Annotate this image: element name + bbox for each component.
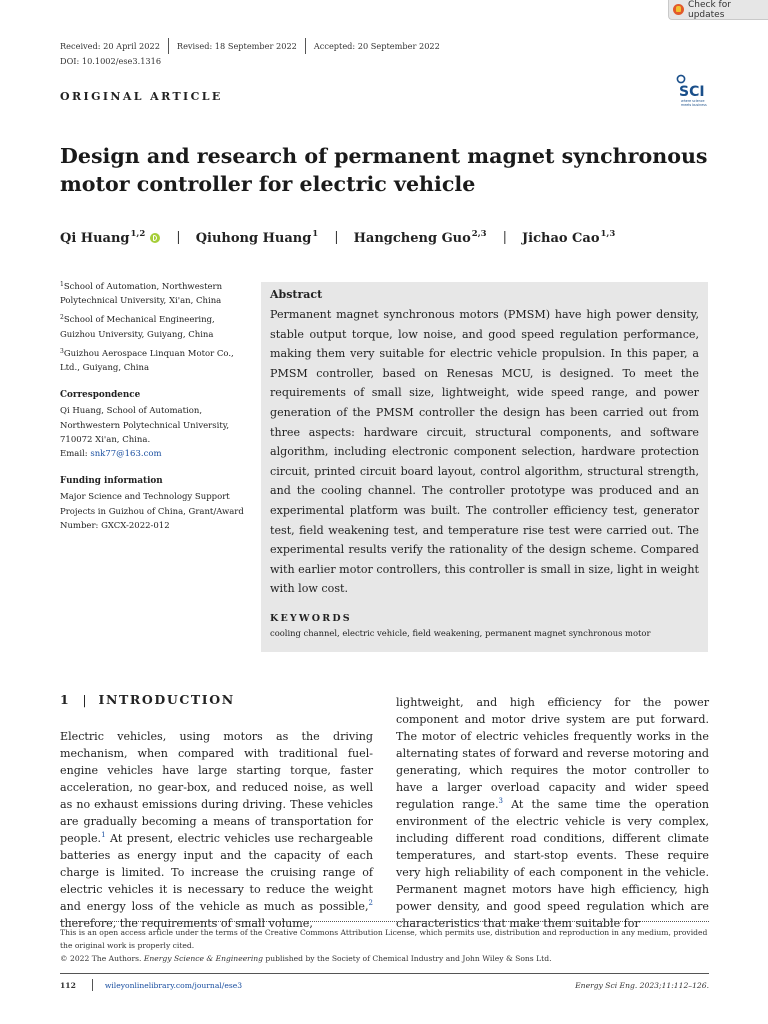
license-notice <box>60 926 710 965</box>
history-dates <box>60 38 440 54</box>
footer-divider <box>60 921 709 922</box>
author-separator: | <box>502 230 507 245</box>
affiliation: $^2$School of Mechanical Engineering, Guizhou University, Guiyang, China <box>60 314 215 340</box>
article-type: ORIGINAL ARTICLE <box>60 90 223 103</box>
doi[interactable]: DOI: 10.1002/ese3.1316 <box>60 56 162 66</box>
citation-link[interactable]: 2 <box>368 899 373 907</box>
correspondence-text: Qi Huang, School of Automation, Northwestern Polytechnical University, 710072 Xi'an, China. <box>60 406 230 445</box>
author-name[interactable]: Qiuhong Huang$^1$ <box>195 229 319 246</box>
author-name[interactable]: Hangcheng Guo$^{2,3}$ <box>353 229 487 246</box>
crossmark-icon <box>673 4 684 15</box>
received-date: Received: 20 April 2022 <box>60 41 160 51</box>
sci-logo-text: SCI <box>679 84 705 100</box>
citation-link[interactable]: 1 <box>101 831 106 839</box>
affiliation: $^3$Guizhou Aerospace Linquan Motor Co., Ltd., Guiyang, China <box>60 347 234 374</box>
citation-link[interactable]: 3 <box>498 797 503 805</box>
divider <box>305 38 306 54</box>
page-number: 112 <box>60 980 76 990</box>
author-separator: | <box>334 230 339 245</box>
revised-date: Revised: 18 September 2022 <box>176 41 297 51</box>
author-separator: | <box>176 230 181 245</box>
keywords-heading: KEYWORDS <box>270 612 352 624</box>
abstract-heading: Abstract <box>270 288 323 301</box>
check-for-updates-label: Check for updates <box>688 0 731 20</box>
author-list <box>60 229 615 246</box>
section-heading-introduction: 1 | INTRODUCTION <box>60 692 235 707</box>
license-text: This is an open access article under the terms of the Creative Commons Attribution License, which permits use, distribution and reproduction in any medium, provided the original work is properly cited. <box>60 928 708 950</box>
sci-logo <box>676 74 712 110</box>
abstract-text: Permanent magnet synchronous motors (PMSM) have high power density, stable output torque, low noise, and good speed regulation performance, making them very suitable for electric vehicle propulsion. In this paper, a PMSM controller, based on Renesas MCU, is designed. To meet the requirements of small size, lightweight, wide speed range, and power generation of the PMSM controller the design has been carried out from three aspects: hardware circuit, structural components, and software algorithm, including electronic component selection, hardware protection circuit, printed circuit board layout, control algorithm, structural strength, and the cooling channel. The controller prototype was produced and an experimental platform was built. The controller efficiency test, generator test, field weakening test, and temperature rise test were carried out. The experimental results verify the rationality of the design scheme. Compared with earlier motor controllers, this controller is small in size, light in weight with low cost. <box>270 308 699 596</box>
copyright-text: © 2022 The Authors. Energy Science & Engineering published by the Society of Chemical Industry and John Wiley & Sons Ltd. <box>60 954 552 963</box>
correspondence-email-line: Email: snk77@163.com <box>60 449 162 460</box>
intro-text-right: lightweight, and high efficiency for the power component and motor drive system are put forward. The motor of electric vehicles frequently works in the alternating states of forward and reverse motoring and generating, which requires the motor controller to have a larger overload capacity and wider speed regulation range.$^3$ At the same time the operation environment of the electric vehicle is very complex, including different road conditions, different climate temperatures, and start-stop events. These require very high reliability of each component in the vehicle. Permanent magnet motors have high efficiency, high power density, and good speed regulation which are characteristics that make them suitable for <box>396 696 709 930</box>
abstract-box <box>261 282 708 652</box>
accepted-date: Accepted: 20 September 2022 <box>313 41 440 51</box>
affiliation: $^1$School of Automation, Northwestern Polytechnical University, Xi'an, China <box>60 281 223 307</box>
divider <box>92 979 93 991</box>
funding-heading: Funding information <box>60 476 163 487</box>
correspondence-heading: Correspondence <box>60 390 141 401</box>
keywords-text: cooling channel, electric vehicle, field weakening, permanent magnet synchronous motor <box>270 627 651 638</box>
email-link[interactable]: snk77@163.com <box>90 449 162 460</box>
funding-text: Major Science and Technology Support Projects in Guizhou of China, Grant/Award Number: GXCX-2022-012 <box>60 492 244 531</box>
orcid-icon[interactable] <box>150 233 160 243</box>
intro-text-left: Electric vehicles, using motors as the driving mechanism, when compared with traditional fuel-engine vehicles have large starting torque, faster acceleration, no gear-box, and reduced noise, as well as no exhaust emissions during driving. These vehicles are gradually becoming a means of transportation for people.$^1$ At present, electric vehicles use rechargeable batteries as energy input and the capacity of each charge is limited. To increase the cruising range of electric vehicles it is necessary to reduce the weight and energy loss of the vehicle as much as possible,$^2$ therefore, the requirements of small volume, <box>60 730 373 930</box>
author-name[interactable]: Qi Huang$^{1,2}$ <box>60 229 146 246</box>
divider <box>168 38 169 54</box>
article-info-column <box>60 278 250 533</box>
check-for-updates-button[interactable] <box>668 0 768 20</box>
journal-url-link[interactable]: wileyonlinelibrary.com/journal/ese3 <box>104 980 243 990</box>
page-footer <box>60 979 709 991</box>
footer-rule <box>60 973 709 974</box>
journal-citation: Energy Sci Eng. 2023;11:112–126. <box>575 980 709 990</box>
sci-logo-tagline-1: where science <box>681 99 705 103</box>
author-name[interactable]: Jichao Cao$^{1,3}$ <box>521 229 616 246</box>
paper-title: Design and research of permanent magnet synchronous motor controller for electric vehicle <box>60 144 708 196</box>
sci-logo-tagline-2: meets business <box>681 103 707 107</box>
